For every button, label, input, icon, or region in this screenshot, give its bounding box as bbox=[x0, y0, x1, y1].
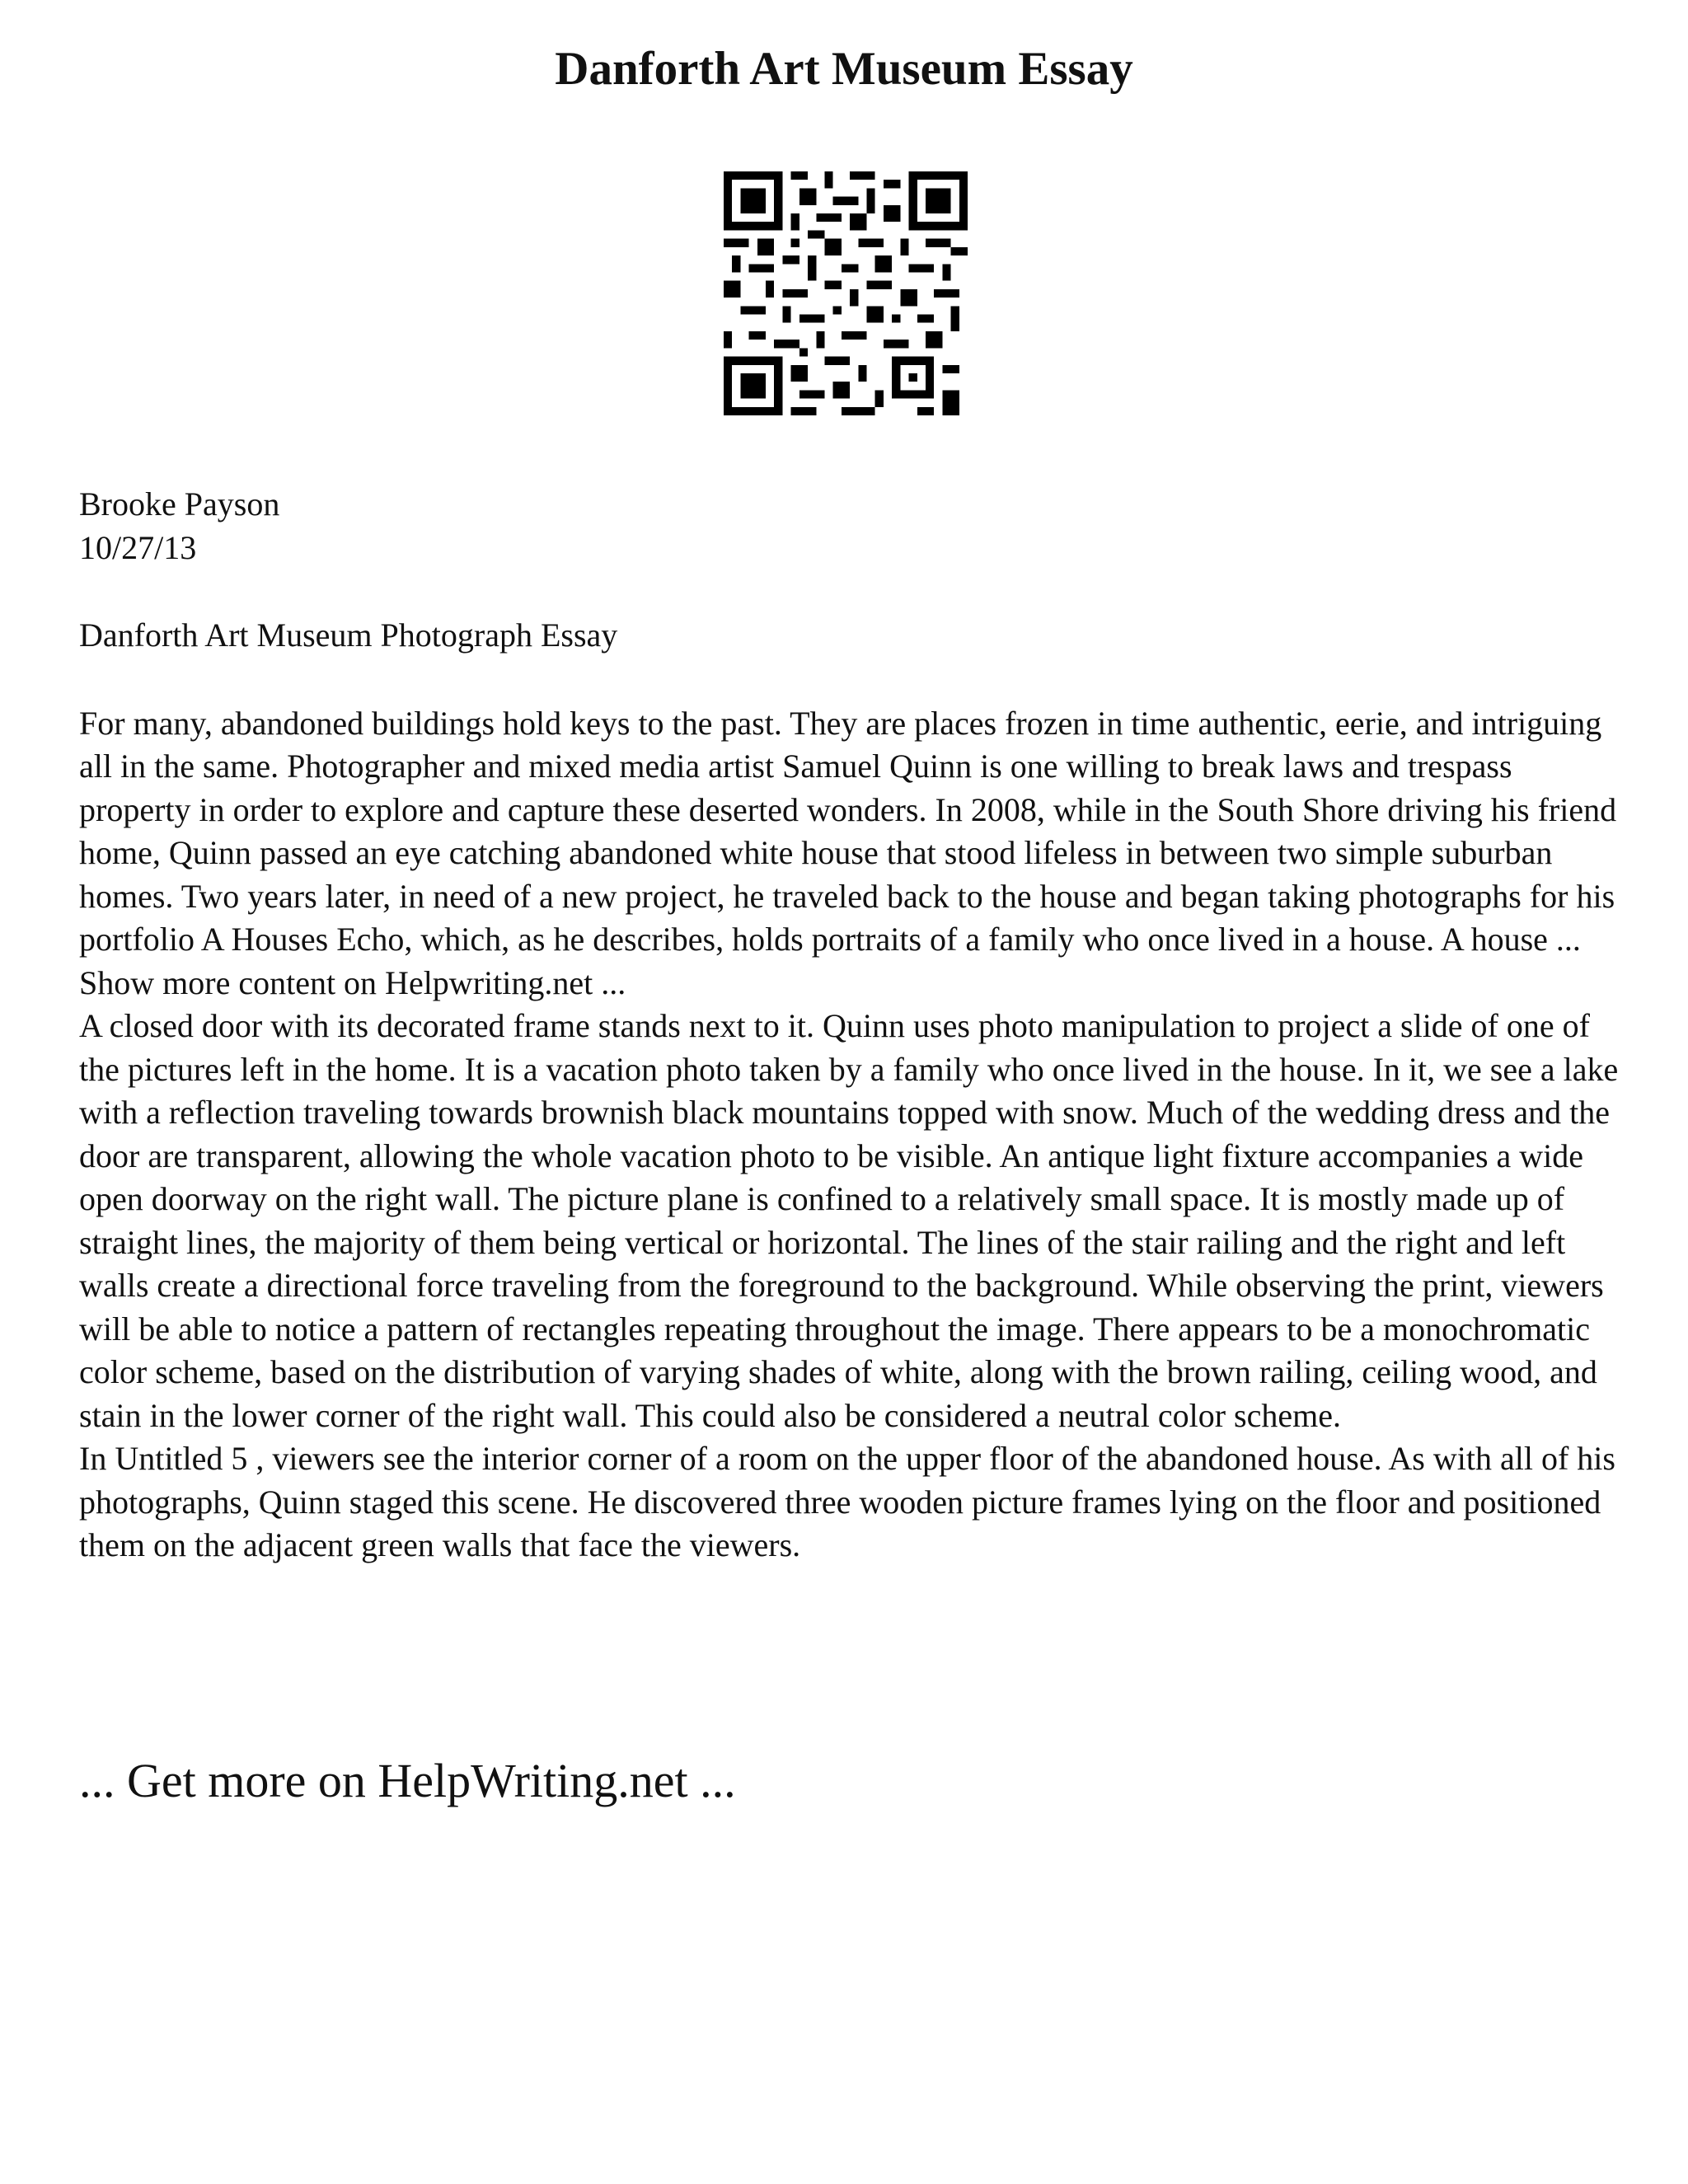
essay-date: 10/27/13 bbox=[79, 528, 197, 566]
essay-paragraph-3: In Untitled 5 , viewers see the interior corner of a room on the upper floor of the abandoned house. As with all of his photographs, Quinn staged this scene. He discovered three wooden picture frames lying on the floor and positioned them on the adjacent green walls that face the viewers. bbox=[79, 1440, 1615, 1563]
essay-paragraph-2: A closed door with its decorated frame stands next to it. Quinn uses photo manipulation to project a slide of one of the pictures left in the home. It is a vacation photo taken by a family who once lived in the house. In it, we see a lake with a reflection traveling towards brownish black mountains topped with snow. Much of the wedding dress and the door are transparent, allowing the whole vacation photo to be visible. An antique light fixture accompanies a wide open doorway on the right wall. The picture plane is confined to a relatively small space. It is mostly made up of straight lines, the majority of them being vertical or horizontal. The lines of the stair railing and the right and left walls create a directional force traveling from the foreground to the background. While observing the print, viewers will be able to notice a pattern of rectangles repeating throughout the image. There appears to be a monochromatic color scheme, based on the distribution of varying shades of white, along with the brown railing, ceiling wood, and stain in the lower corner of the right wall. This could also be considered a neutral color scheme. bbox=[79, 1007, 1619, 1434]
essay-heading: Danforth Art Museum Photograph Essay bbox=[79, 616, 618, 654]
author-name: Brooke Payson bbox=[79, 485, 280, 523]
qr-code-icon bbox=[724, 171, 968, 415]
essay-paragraph-1: For many, abandoned buildings hold keys to the past. They are places frozen in time authentic, eerie, and intriguing all in the same. Photographer and mixed media artist Samuel Quinn is one willing to break laws and trespass property in order to explore and capture these deserted wonders. In 2008, while in the South Shore driving his friend home, Quinn passed an eye catching abandoned white house that stood lifeless in between two simple suburban homes. Two years later, in need of a new project, he traveled back to the house and began taking photographs for his portfolio A Houses Echo, which, as he describes, holds portraits of a family who once lived in a house. A house ... Show more content on Helpwriting.net ... bbox=[79, 704, 1617, 1001]
document-title: Danforth Art Museum Essay bbox=[555, 43, 1133, 95]
get-more-link[interactable]: ... Get more on HelpWriting.net ... bbox=[79, 1754, 736, 1807]
document-body bbox=[79, 483, 1620, 1568]
